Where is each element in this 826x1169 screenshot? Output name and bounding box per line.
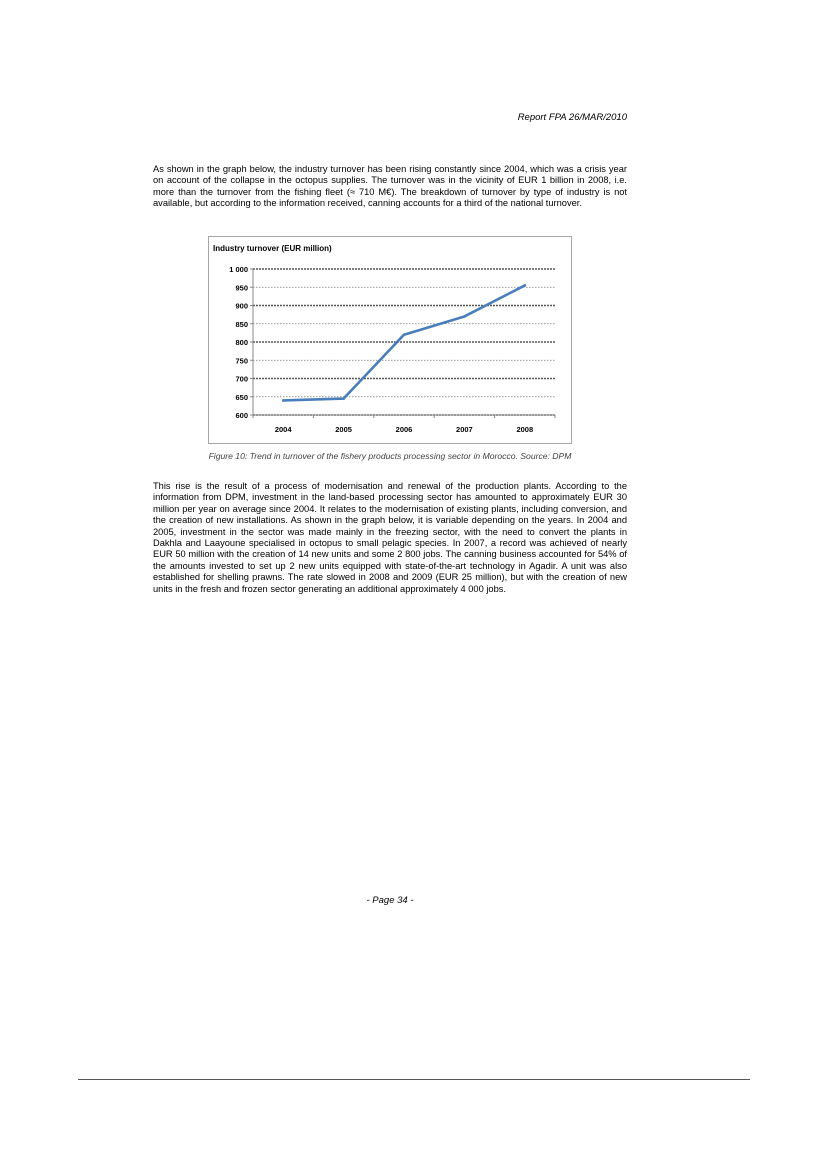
figure-caption: Figure 10: Trend in turnover of the fishery products processing sector in Morocco. Source: DPM xyxy=(208,451,572,461)
data-point xyxy=(403,333,406,336)
y-tick-label: 1 000 xyxy=(229,265,248,274)
y-tick-label: 850 xyxy=(235,319,248,329)
chart-title: Industry turnover (EUR million) xyxy=(213,244,332,253)
y-tick-label: 800 xyxy=(235,338,248,347)
data-point xyxy=(524,284,527,287)
data-point xyxy=(463,315,466,318)
y-tick-label: 900 xyxy=(235,301,248,311)
x-tick-label: 2005 xyxy=(335,425,352,434)
x-tick-label: 2006 xyxy=(395,425,413,434)
paragraph-investment: This rise is the result of a process of modernisation and renewal of the production plants. According to the information from DPM, investment in the land-based processing sector has amounted to approximately EUR 30 million per year on average since 2004. It relates to the modernisation of existing plants, including conversion, and the creation of new installations. As shown in the graph below, it is variable depending on the years. In 2004 and 2005, investment in the sector was made mainly in the freezing sector, with the need to convert the plants in Dakhla and Laayoune specialised in octopus to small pelagic species. In 2007, a record was achieved of nearly EUR 50 million with the creation of 14 new units and some 2 800 jobs. The canning business accounted for 54% of the amounts invested to set up 2 new units equipped with state-of-the-art technology in Agadir. A unit was also established for shelling prawns. The rate slowed in 2008 and 2009 (EUR 25 million), but with the creation of new units in the fresh and frozen sector generating an additional approximately 4 000 jobs. xyxy=(153,481,627,594)
turnover-series-line xyxy=(283,285,525,400)
x-tick-label: 2008 xyxy=(516,425,534,434)
page-number: - Page 34 - xyxy=(366,895,414,906)
data-point xyxy=(342,397,345,400)
paragraph-turnover: As shown in the graph below, the industry turnover has been rising constantly since 2004, which was a crisis year on account of the collapse in the octopus supplies. The turnover was in the vicinity of EUR 1 billion in 2008, i.e. more than the turnover from the fishing fleet (≈ 710 M€). The breakdown of turnover by type of industry is not available, but according to the information received, canning accounts for a third of the national turnover. xyxy=(153,164,627,209)
y-tick-label: 700 xyxy=(235,374,248,384)
y-tick-label: 750 xyxy=(235,356,248,366)
y-tick-label: 600 xyxy=(235,411,248,420)
turnover-chart xyxy=(208,236,572,444)
report-header: Report FPA 26/MAR/2010 xyxy=(517,112,627,123)
x-tick-label: 2004 xyxy=(274,425,292,434)
turnover-chart-svg xyxy=(209,237,571,443)
y-tick-label: 650 xyxy=(235,392,248,402)
data-point xyxy=(282,399,285,402)
y-tick-label: 950 xyxy=(235,283,248,293)
x-tick-label: 2007 xyxy=(456,425,473,434)
footer-divider xyxy=(78,1079,750,1080)
